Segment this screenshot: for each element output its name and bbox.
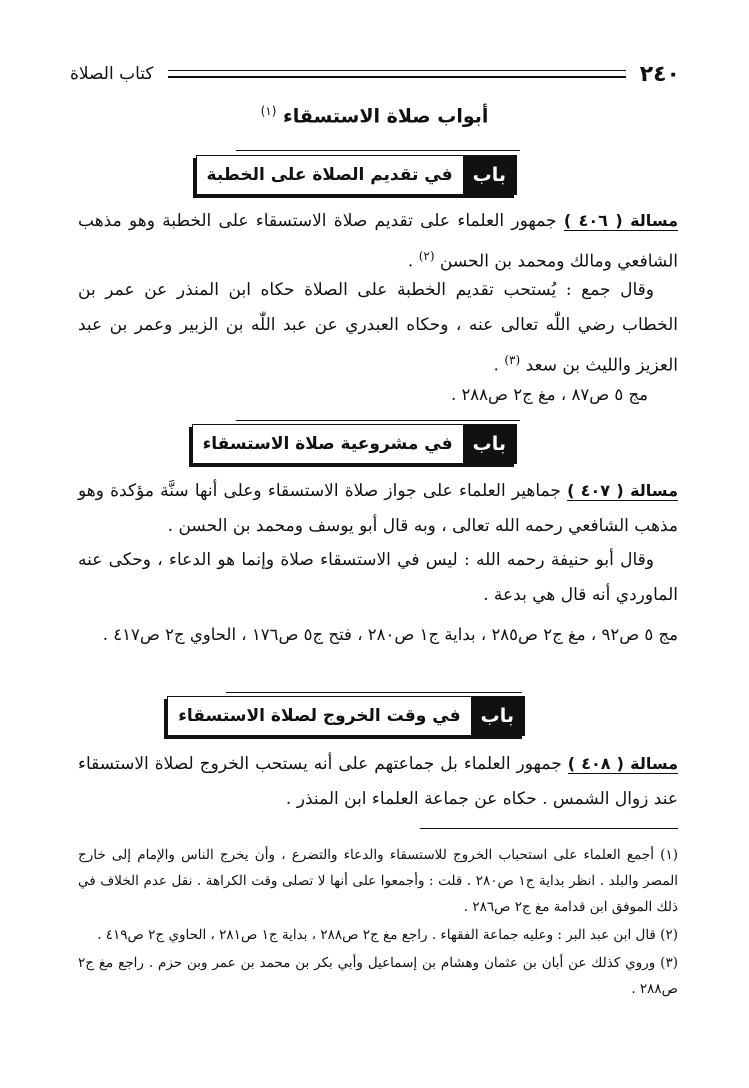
section-heading-box [196, 155, 517, 195]
footnote-ref: (٢) [418, 249, 435, 263]
footnote: (١) أجمع العلماء على استحباب الخروج للاستسقاء والدعاء والتضرع ، وأن يخرج الناس والإمام إلى خارج المصر والبلد . انظر بداية ج١ ص٢٨٠ . قلت : وأجمعوا على أنها لا تصلى وقت الكراهة . نقل عدم الخلاف في ذلك الموفق ابن قدامة مغ ج٢ ص٢٨٦ . [78, 847, 678, 915]
running-head [70, 58, 680, 90]
running-title: كتاب الصلاة [70, 64, 154, 84]
page-number: ٢٤٠ [639, 61, 680, 87]
paragraph-text: وقال أبو حنيفة رحمه الله : ليس في الاستسقاء صلاة وإنما هو الدعاء ، وحكى عنه الماوردي أنه قال هي بدعة . [78, 550, 678, 605]
bab-label: باب [463, 425, 516, 463]
section-heading: في تقديم الصلاة على الخطبة [206, 165, 453, 185]
paragraph-text: جماهير العلماء على جواز صلاة الاستسقاء وعلى أنها سنَّة مؤكدة وهو مذهب الشافعي رحمه الله تعالى ، وبه قال أبو يوسف ومحمد بن الحسن . [78, 481, 678, 536]
section-heading: في وقت الخروج لصلاة الاستسقاء [178, 706, 461, 726]
chapter-title-text: أبواب صلاة الاستسقاء [283, 105, 489, 128]
section-top-rule [226, 692, 522, 693]
chapter-footnote-ref: (١) [260, 104, 277, 118]
footnote-ref: (٣) [504, 353, 521, 367]
paragraph [78, 273, 678, 384]
section-heading-box [167, 696, 525, 736]
footnote: (٣) وروي كذلك عن أبان بن عثمان وهشام بن إسماعيل وأبي بكر بن محمد بن عمر وبن حزم . راجع مغ ج٢ ص٢٨٨ . [78, 955, 678, 997]
paragraph-text: جمهور العلماء بل جماعتهم على أنه يستحب الخروج لصلاة الاستسقاء عند زوال الشمس . حكاه عن جماعة العلماء ابن المنذر . [78, 754, 678, 809]
masala-label: مسالة ( ٤٠٦ ) [563, 211, 679, 230]
paragraph-tail: . [407, 251, 419, 272]
chapter-title [0, 104, 749, 127]
paragraph-text: جمهور العلماء على تقديم صلاة الاستسقاء على الخطبة وهو مذهب الشافعي ومالك ومحمد بن الحسن [78, 211, 678, 272]
footnotes [78, 842, 678, 1004]
masala-label: مسالة ( ٤٠٨ ) [567, 754, 679, 773]
paragraph [78, 473, 678, 544]
paragraph-tail: . [493, 355, 505, 376]
paragraph [78, 543, 678, 613]
footnote: (٢) قال ابن عبد البر : وعليه جماعة الفقهاء . راجع مغ ج٢ ص٢٨٨ ، بداية ج١ ص٢٨١ ، الحاوي ج٢ ص٤١٩ . [97, 927, 678, 943]
paragraph [78, 203, 678, 280]
references: مج ٥ ص٩٢ ، مغ ج٢ ص٢٨٥ ، بداية ج١ ص٢٨٠ ، فتح ج٥ ص١٧٦ ، الحاوي ج٢ ص٤١٧ . [102, 625, 678, 644]
paragraph-text: وقال جمع : يُستحب تقديم الخطبة على الصلاة حكاه ابن المنذر عن عمر بن الخطاب رضي اللّٰه تعالى عنه ، وحكاه العبدري عن عبد اللّٰه بن الزبير وعمر بن عبد العزيز والليث بن سعد [78, 280, 678, 376]
bab-label: باب [463, 156, 516, 194]
footnote-separator [420, 828, 678, 829]
section-heading-box [192, 424, 517, 464]
references: مج ٥ ص٨٧ ، مغ ج٢ ص٢٨٨ . [450, 385, 648, 404]
paragraph [78, 746, 678, 817]
header-rule [168, 70, 626, 78]
section-top-rule [236, 150, 520, 151]
section-top-rule [236, 420, 520, 421]
section-heading: في مشروعية صلاة الاستسقاء [202, 434, 453, 454]
bab-label: باب [471, 697, 524, 735]
masala-label: مسالة ( ٤٠٧ ) [567, 481, 678, 500]
